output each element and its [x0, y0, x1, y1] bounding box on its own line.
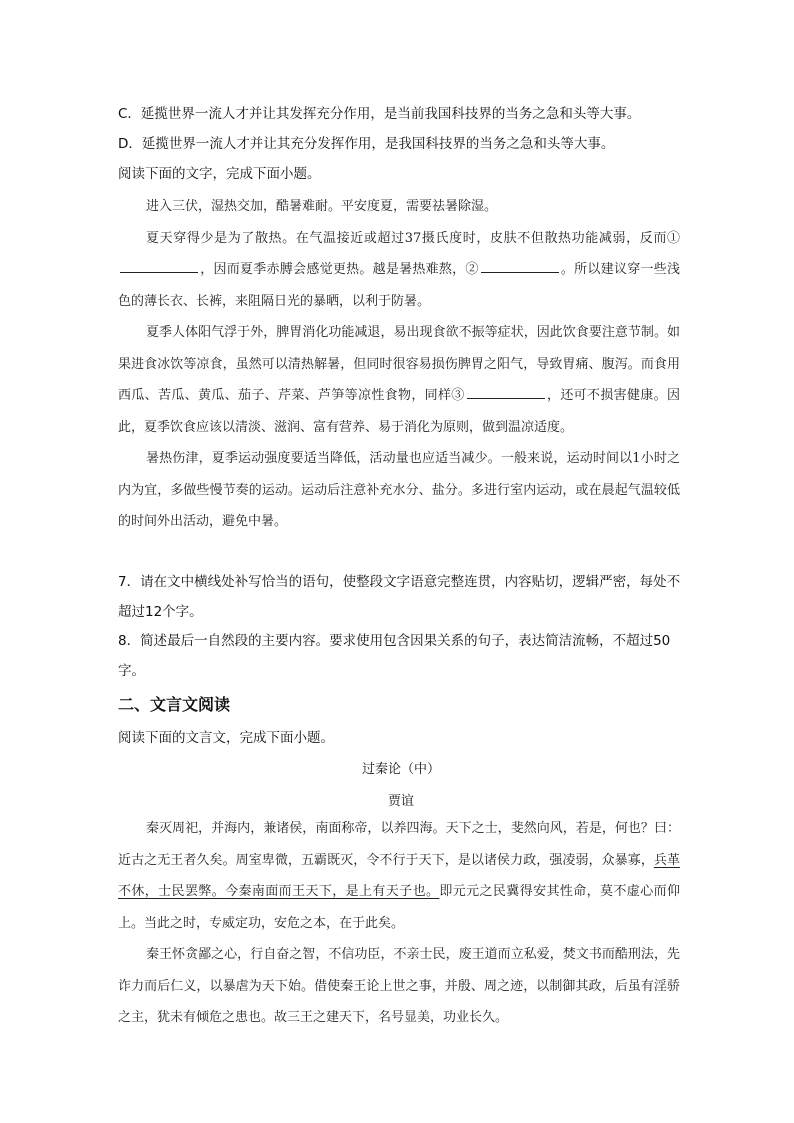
reading-intro: 阅读下面的文字，完成下面小题。 — [118, 166, 321, 182]
passage-paragraph — [118, 813, 680, 939]
passage-paragraph — [118, 223, 680, 318]
section-heading: 二、文言文阅读 — [118, 695, 231, 714]
passage-paragraph — [118, 317, 680, 443]
underlined-sentence: 兵革不休，士民罢弊。今秦南面而王天下，是上有天子也。 — [118, 852, 680, 899]
section-intro: 阅读下面的文言文，完成下面小题。 — [118, 730, 334, 746]
classical-passage — [118, 813, 680, 1034]
passage-text: 夏天穿得少是为了散热。在气温接近或超过37摄氏度时，皮肤不但散热功能减弱，反而① — [146, 230, 680, 246]
passage-text: ，还可不损害健康。因此，夏季饮食应该以清淡、滋润、富有营养、易于消化为原则，做到温凉适度。 — [118, 388, 680, 435]
passage-text: 夏季人体阳气浮于外，脾胃消化功能减退，易出现食欲不振等症状，因此饮食要注意节制。如果进食冰饮等凉食，虽然可以清热解暑，但同时很容易损伤脾胃之阳气，导致胃痛、腹泻。而食用西瓜、苦瓜、黄瓜、茄子、芹菜、芦笋等凉性食物，同样③ — [118, 325, 680, 403]
passage-text: ，因而夏季赤膊会感觉更热。越是暑热难熬，② — [200, 262, 479, 277]
answer-blank-2[interactable] — [481, 260, 559, 273]
question-7: 7．请在文中横线处补写恰当的语句，使整段文字语意完整连贯，内容贴切，逻辑严密，每处不超过12个字。 — [118, 574, 681, 620]
essay-author: 贾谊 — [387, 794, 414, 809]
passage-text: 即元元之民冀得安其性命，莫不虚心而仰上。当此之时，专威定功，安危之本，在于此矣。 — [118, 884, 680, 931]
question-8: 8．简述最后一自然段的主要内容。要求使用包含因果关系的句子，表达简洁流畅，不超过50字。 — [118, 633, 671, 679]
passage-text: 秦灭周祀，并海内，兼诸侯，南面称帝，以养四海。天下之士，斐然向风，若是，何也？曰：近古之无王者久矣。周室卑微，五霸既灭，令不行于天下，是以诸侯力政，强凌弱，众暴寡， — [118, 821, 680, 868]
essay-title: 过秦论（中） — [361, 762, 440, 777]
option-d: D．延揽世界一流人才并让其充分发挥作用，是我国科技界的当务之急和头等大事。 — [118, 136, 615, 152]
passage-paragraph: 秦王怀贪鄙之心，行自奋之智，不信功臣，不亲士民，废王道而立私爱，焚文书而酷刑法，先诈力而后仁义，以暴虐为天下始。借使秦王论上世之事，并殷、周之迹，以制御其政，后虽有淫骄之主，犹未有倾危之患也。故三王之建天下，名号显美，功业长久。 — [118, 947, 680, 1025]
answer-blank-1[interactable] — [120, 260, 198, 273]
passage-paragraph: 进入三伏，湿热交加，酷暑难耐。平安度夏，需要祛暑除湿。 — [146, 199, 498, 214]
passage-paragraph: 暑热伤津，夏季运动强度要适当降低，活动量也应适当减少。一般来说，运动时间以1小时之内为宜，多做些慢节奏的运动。运动后注意补充水分、盐分。多进行室内运动，或在晨起气温较低的时间外出活动，避免中暑。 — [118, 451, 680, 529]
answer-blank-3[interactable] — [467, 386, 545, 399]
reading-passage — [118, 191, 680, 538]
option-c: C．延揽世界一流人才并让其发挥充分作用，是当前我国科技界的当务之急和头等大事。 — [118, 106, 641, 122]
passage-text: 。所以建议穿一些浅色的薄长衣、长裤，来阻隔日光的暴晒，以利于防暑。 — [118, 262, 680, 309]
